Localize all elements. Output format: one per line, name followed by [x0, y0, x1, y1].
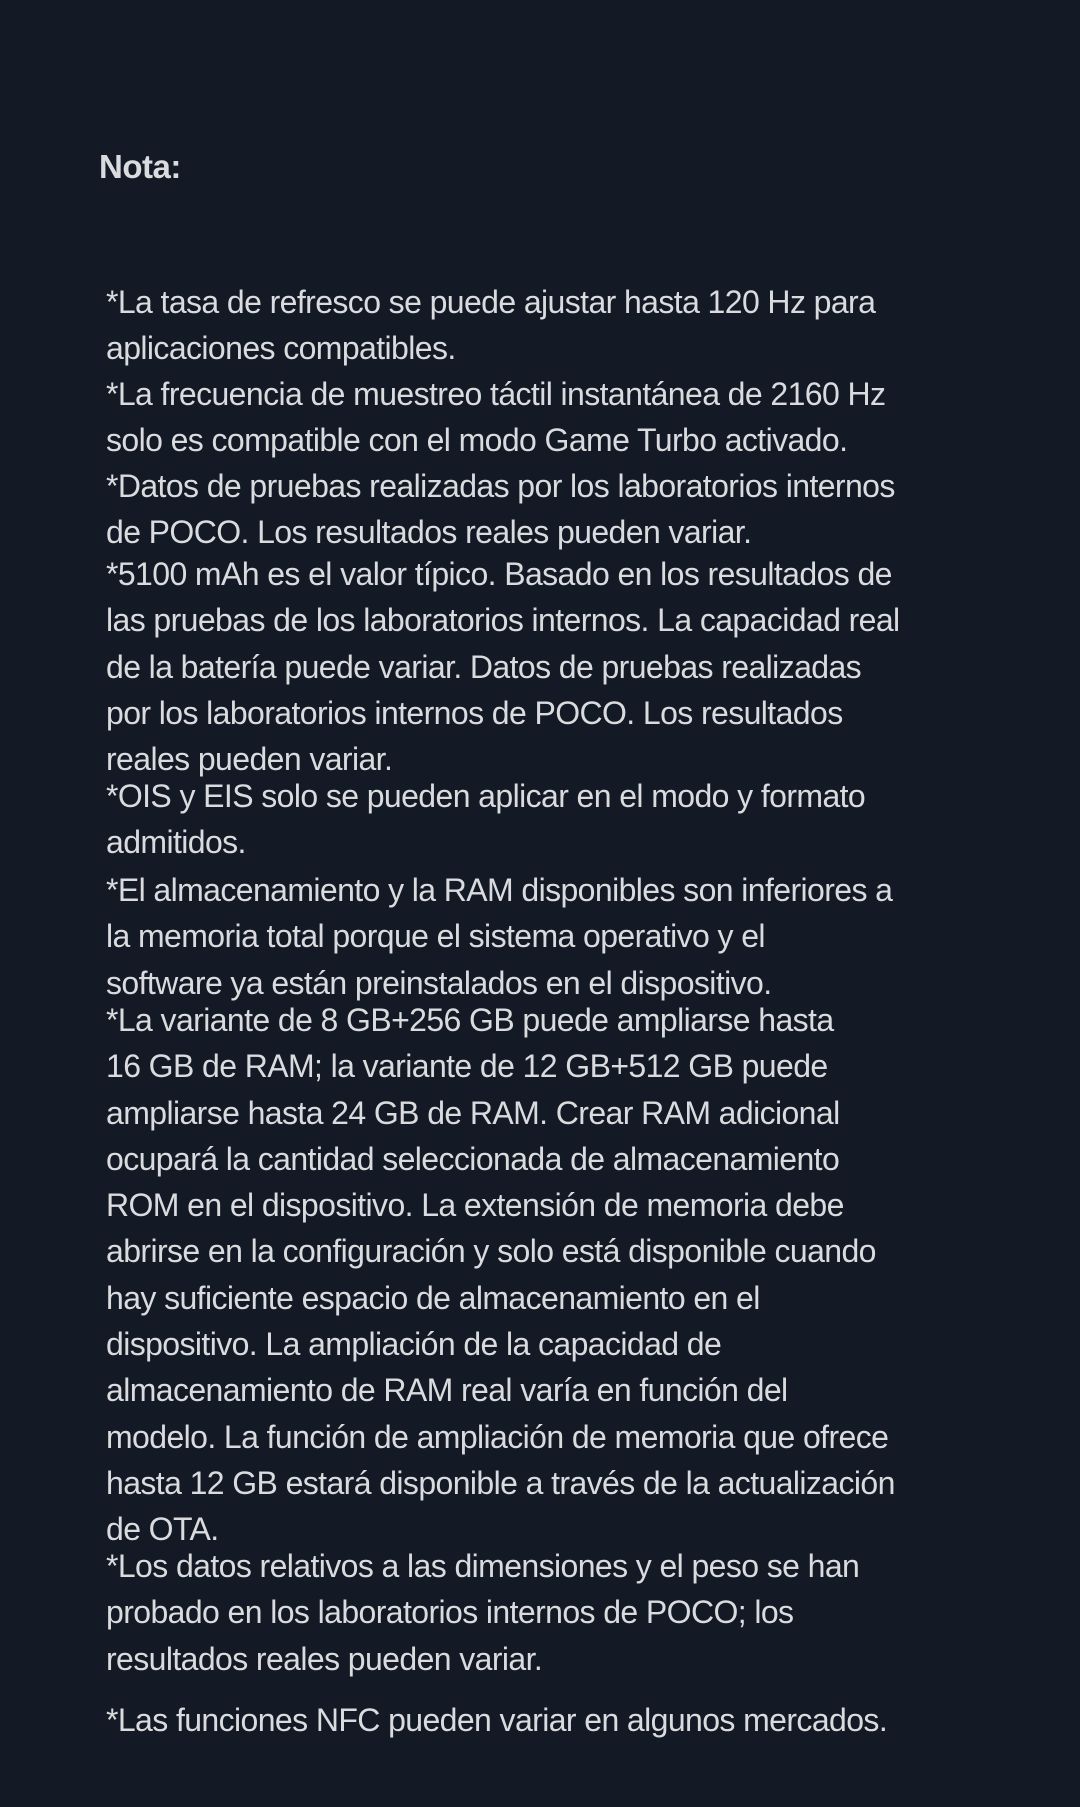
note-line: solo es compatible con el modo Game Turbo activado.: [106, 422, 848, 459]
note-line: de POCO. Los resultados reales pueden variar.: [106, 514, 752, 551]
note-line: *5100 mAh es el valor típico. Basado en los resultados de: [106, 556, 892, 592]
note-line: probado en los laboratorios internos de POCO; los: [106, 1594, 794, 1631]
note-paragraph: [106, 1697, 1066, 1743]
note-line: almacenamiento de RAM real varía en función del: [106, 1372, 788, 1409]
note-line: *La variante de 8 GB+256 GB puede ampliarse hasta: [106, 1002, 834, 1038]
note-line: ROM en el dispositivo. La extensión de memoria debe: [106, 1187, 844, 1224]
note-line: software ya están preinstalados en el dispositivo.: [106, 964, 772, 1001]
note-line: de la batería puede variar. Datos de pruebas realizadas: [106, 648, 862, 685]
note-line: las pruebas de los laboratorios internos. La capacidad real: [106, 602, 900, 639]
note-line: ocupará la cantidad seleccionada de almacenamiento: [106, 1140, 840, 1177]
note-paragraph: [106, 279, 1066, 372]
note-line: por los laboratorios internos de POCO. Los resultados: [106, 694, 843, 731]
note-paragraph: [106, 371, 1066, 464]
note-line: *Las funciones NFC pueden variar en algunos mercados.: [106, 1702, 888, 1738]
note-line: abrirse en la configuración y solo está disponible cuando: [106, 1233, 876, 1270]
note-line: la memoria total porque el sistema operativo y el: [106, 918, 765, 955]
note-line: *La tasa de refresco se puede ajustar hasta 120 Hz para: [106, 284, 876, 320]
note-line: *Los datos relativos a las dimensiones y el peso se han: [106, 1548, 860, 1584]
note-paragraph: [106, 997, 1066, 1553]
note-line: *El almacenamiento y la RAM disponibles son inferiores a: [106, 872, 893, 908]
note-title: Nota:: [99, 148, 181, 185]
note-line: *La frecuencia de muestreo táctil instantánea de 2160 Hz: [106, 376, 886, 412]
note-paragraph: [106, 463, 1066, 556]
note-line: *Datos de pruebas realizadas por los laboratorios internos: [106, 468, 895, 504]
note-line: aplicaciones compatibles.: [106, 330, 456, 367]
note-paragraph: [106, 551, 1066, 782]
note-paragraph: [106, 1543, 1066, 1682]
note-line: *OIS y EIS solo se pueden aplicar en el modo y formato: [106, 778, 866, 814]
note-line: de OTA.: [106, 1511, 219, 1548]
note-line: ampliarse hasta 24 GB de RAM. Crear RAM adicional: [106, 1094, 840, 1131]
note-line: reales pueden variar.: [106, 741, 393, 778]
note-paragraph: [106, 773, 1066, 866]
note-line: hasta 12 GB estará disponible a través de la actualización: [106, 1464, 895, 1501]
note-line: hay suficiente espacio de almacenamiento en el: [106, 1279, 760, 1316]
note-line: dispositivo. La ampliación de la capacidad de: [106, 1326, 722, 1363]
note-line: admitidos.: [106, 824, 246, 861]
note-line: modelo. La función de ampliación de memoria que ofrece: [106, 1418, 889, 1455]
note-line: 16 GB de RAM; la variante de 12 GB+512 GB puede: [106, 1048, 828, 1085]
note-line: resultados reales pueden variar.: [106, 1640, 543, 1677]
note-paragraph: [106, 867, 1066, 1006]
